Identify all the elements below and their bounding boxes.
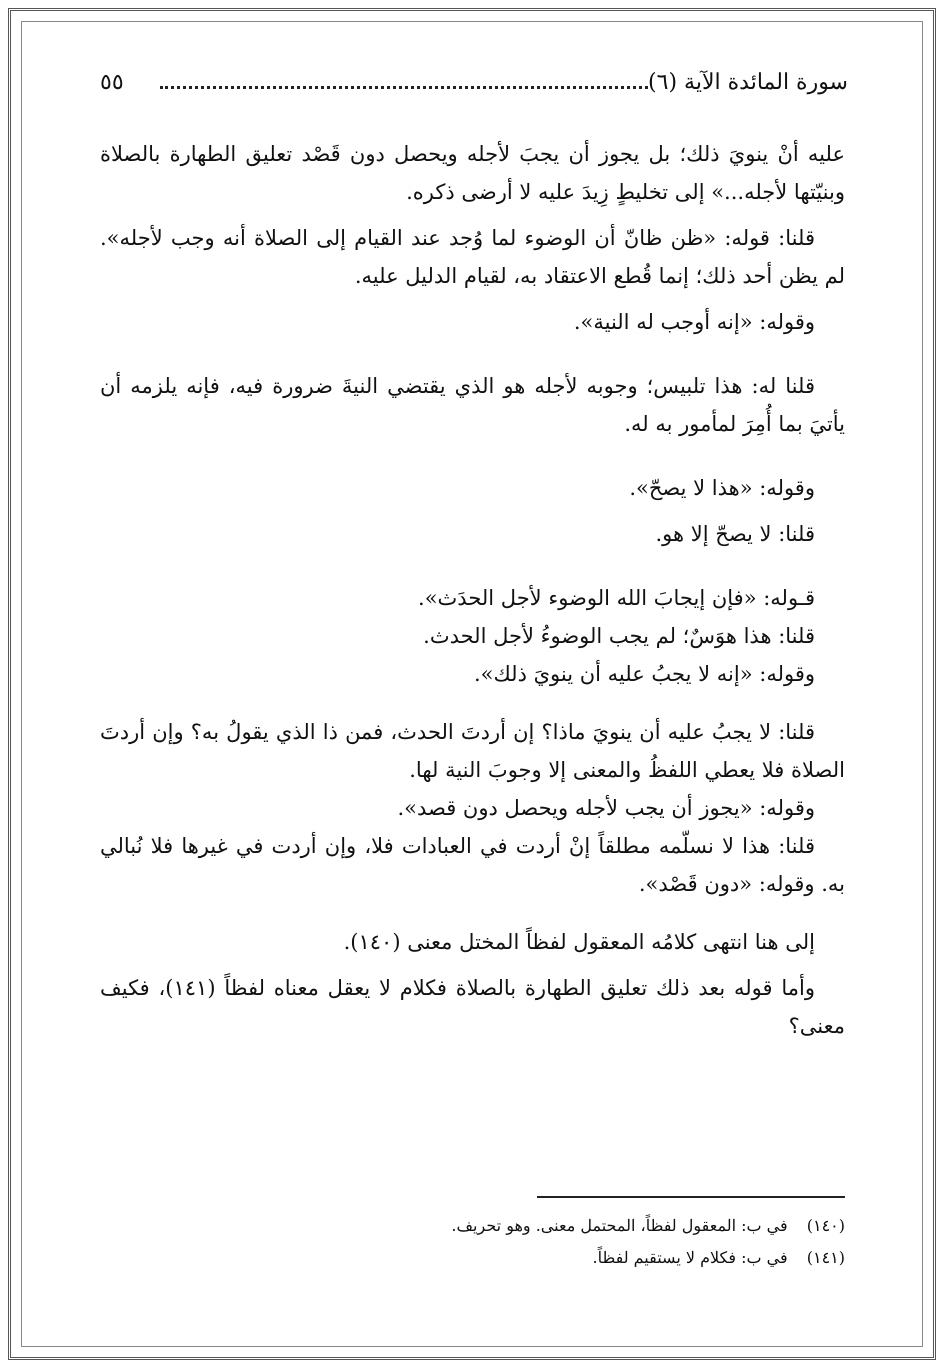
paragraph: قلنا له: هذا تلبيس؛ وجوبه لأجله هو الذي يقتضي النيةَ ضرورة فيه، فإنه يلزمه أن يأتيَ بما أُمِرَ لمأمور به له. <box>100 374 845 436</box>
paragraph: قلنا: لا يجبُ عليه أن ينويَ ماذا؟ إن أردتَ الحدث، فمن ذا الذي يقولُ به؟ وإن أردتَ الصلاة فلا يعطي اللفظُ والمعنى إلا وجوبَ النية لها. <box>100 720 845 782</box>
footnote <box>100 1242 845 1274</box>
paragraph: إلى هنا انتهى كلامُه المعقول لفظاً المختل معنى (١٤٠). <box>343 930 815 954</box>
body-text <box>100 135 845 1045</box>
footnotes <box>100 1210 845 1274</box>
header-title: سورة المائدة الآية (٦) <box>648 70 848 95</box>
paragraph: وقوله: «إنه لا يجبُ عليه أن ينويَ ذلك». <box>473 662 815 686</box>
footnote-number: (١٤٠) <box>806 1216 845 1235</box>
paragraph: وقوله: «يجوز أن يجب لأجله ويحصل دون قصد». <box>397 796 815 820</box>
footnote-separator <box>537 1196 845 1198</box>
page-number: ٥٥ <box>100 70 124 95</box>
paragraph: وأما قوله بعد ذلك تعليق الطهارة بالصلاة فكلام لا يعقل معناه لفظاً (١٤١)، فكيف معنى؟ <box>100 976 845 1038</box>
paragraph: قلنا: هذا لا نسلّمه مطلقاً إنْ أردت في العبادات فلا، وإن أردت في غيرها فلا نُبالي به. وقوله: «دون قَصْد». <box>100 834 845 896</box>
paragraph: عليه أنْ ينويَ ذلك؛ بل يجوز أن يجبَ لأجله ويحصل دون قَصْد تعليق الطهارة بالصلاة وبنيّتها لأجله...» إلى تخليطٍ زِيدَ عليه لا أرضى ذكره. <box>100 142 845 204</box>
paragraph: قلنا: لا يصحّ إلا هو. <box>655 522 815 546</box>
paragraph: قـوله: «فإن إيجابَ الله الوضوء لأجل الحدَث». <box>418 586 815 610</box>
footnote-number: (١٤١) <box>806 1248 845 1267</box>
footnote <box>100 1210 845 1242</box>
running-header <box>100 70 848 104</box>
paragraph: قلنا: قوله: «ظن ظانّ أن الوضوء لما وُجد عند القيام إلى الصلاة أنه وجب لأجله». لم يظن أحد ذلك؛ إنما قُطع الاعتقاد به، لقيام الدليل عليه. <box>100 226 845 288</box>
paragraph: وقوله: «هذا لا يصحّ». <box>629 476 815 500</box>
header-dot-leader <box>160 86 648 89</box>
paragraph: وقوله: «إنه أوجب له النية». <box>573 310 815 334</box>
paragraph: قلنا: هذا هوَسٌ؛ لم يجب الوضوءُ لأجل الحدث. <box>423 624 815 648</box>
footnote-text: في ب: فكلام لا يستقيم لفظاً. <box>592 1248 788 1267</box>
footnote-text: في ب: المعقول لفظاً، المحتمل معنى. وهو تحريف. <box>451 1216 788 1235</box>
